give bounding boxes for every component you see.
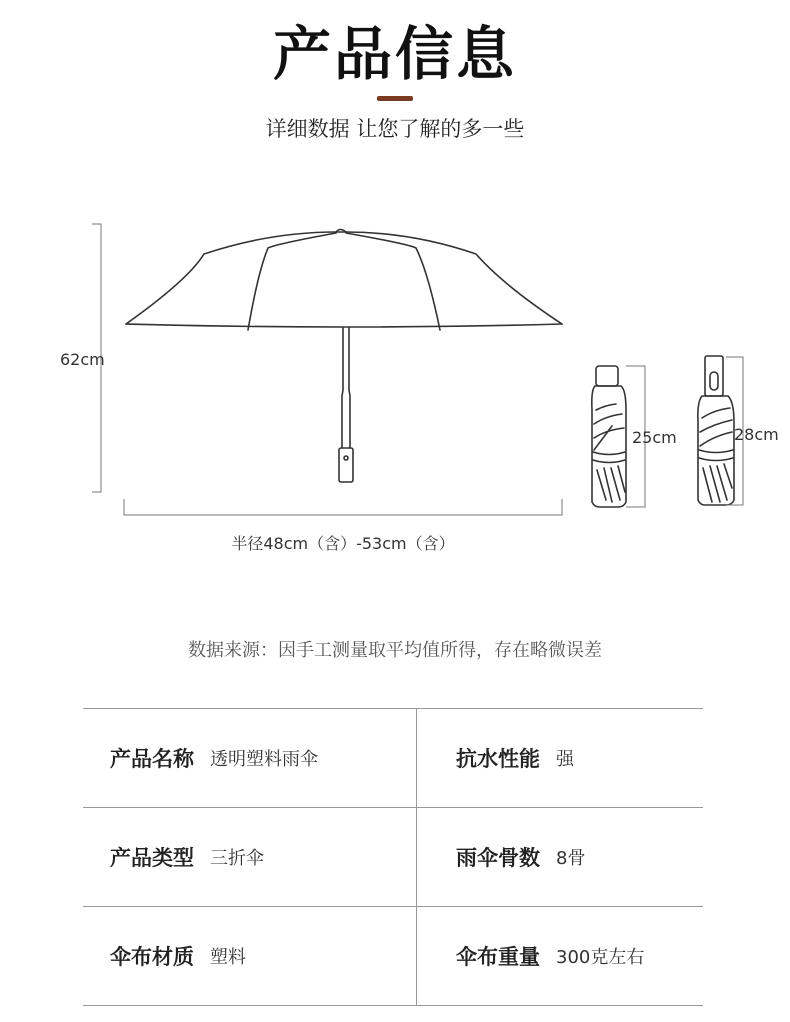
spec-item-canopy-material: [110, 906, 246, 1005]
spec-value: 8骨: [556, 847, 586, 869]
spec-value: 塑料: [210, 946, 246, 968]
spec-item-water-resistance: [456, 708, 574, 807]
data-source-note: 数据来源：因手工测量取平均值所得，存在略微误差: [188, 640, 602, 661]
folded-umbrella-small-icon: [592, 366, 626, 507]
folded-large-length-label: 28cm: [734, 425, 779, 444]
height-label: 62cm: [60, 350, 105, 369]
spec-value: 强: [556, 748, 574, 770]
spec-label: 伞布材质: [110, 944, 194, 969]
spec-label: 雨伞骨数: [456, 845, 540, 870]
spec-item-product-type: [110, 807, 264, 906]
page-subtitle: 详细数据 让您了解的多一些: [265, 117, 525, 141]
table-divider: [83, 1005, 703, 1006]
spec-label: 抗水性能: [456, 746, 540, 771]
spec-item-rib-count: [456, 807, 585, 906]
spec-label: 伞布重量: [456, 944, 540, 969]
open-umbrella-icon: [126, 230, 562, 483]
spec-value: 透明塑料雨伞: [210, 748, 318, 770]
spec-value: 三折伞: [210, 847, 264, 869]
radius-label: 半径48cm（含）-53cm（含）: [231, 534, 455, 553]
spec-table: [83, 708, 703, 1006]
spec-item-canopy-weight: [456, 906, 644, 1005]
spec-label: 产品名称: [110, 746, 194, 771]
spec-value: 300克左右: [556, 946, 645, 968]
radius-dimension-line: [124, 499, 562, 515]
spec-label: 产品类型: [110, 845, 194, 870]
folded-small-length-label: 25cm: [632, 428, 677, 447]
page-title: 产品信息: [272, 20, 517, 88]
table-column-divider: [416, 708, 417, 1006]
folded-umbrella-large-icon: [698, 356, 734, 505]
spec-item-product-name: [110, 708, 318, 807]
